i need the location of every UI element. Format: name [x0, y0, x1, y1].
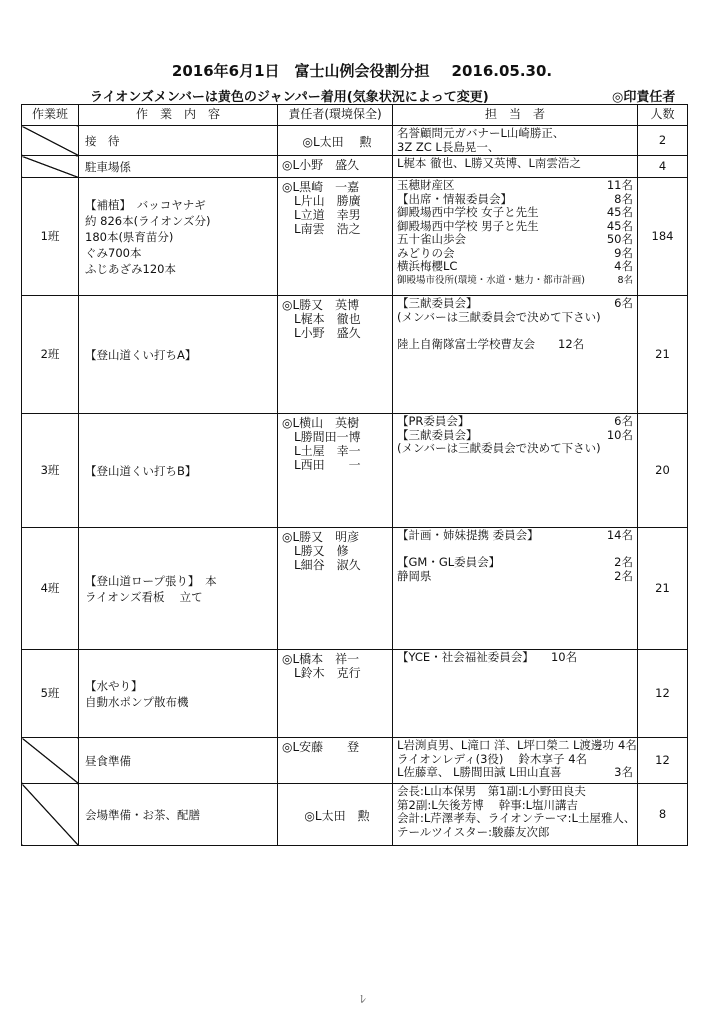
responsible-name: L立道 幸男	[282, 208, 361, 222]
task-line: 【登山道くい打ちA】	[85, 347, 197, 362]
staff-line	[397, 738, 637, 753]
staff-text: 玉穂財産区	[397, 178, 455, 192]
responsible-name: L勝又 修	[282, 544, 349, 558]
responsible-cell	[278, 784, 393, 846]
staff-count: 10名	[606, 427, 633, 442]
staff-cell	[393, 126, 638, 156]
assignment-table	[21, 104, 688, 846]
table-row	[22, 414, 688, 528]
staff-line	[397, 753, 633, 767]
task-cell	[79, 528, 278, 650]
responsible-name: ◎L太田 勲	[304, 808, 370, 823]
task-line: 接 待	[85, 133, 120, 148]
staff-text: 陸上自衛隊富士学校曹友会 12名	[397, 336, 585, 351]
staff-count	[629, 338, 633, 352]
staff-count: 8名	[617, 274, 633, 286]
table-row	[22, 296, 688, 414]
subtitle: ライオンズメンバーは黄色のジャンパー着用(気象状況によって変更)	[90, 90, 489, 105]
count-cell: 20	[638, 414, 688, 528]
staff-text: 3Z ZC L長島晃一、	[397, 139, 500, 154]
staff-line	[397, 543, 633, 557]
staff-line	[397, 274, 633, 288]
staff-count: 2名	[614, 568, 633, 583]
responsible-name: L南雲 浩之	[282, 222, 361, 236]
staff-cell	[393, 784, 638, 846]
responsible-name: L土屋 幸一	[282, 444, 361, 458]
table-row	[22, 650, 688, 738]
staff-line	[397, 651, 633, 665]
task-cell	[79, 296, 278, 414]
staff-line	[397, 799, 633, 813]
staff-text: 御殿場西中学校 男子と先生	[397, 218, 539, 233]
task-line: 【登山道くい打ちB】	[85, 463, 197, 478]
responsible-name: ◎L横山 英樹	[282, 416, 360, 430]
staff-count	[629, 157, 633, 171]
staff-text: L佐藤章、 L勝間田誠 L田山直喜	[397, 765, 562, 779]
responsible-name: ◎L勝又 英博	[282, 298, 360, 312]
staff-line	[397, 529, 633, 543]
staff-count: 3名	[614, 765, 633, 779]
count-cell: 21	[638, 528, 688, 650]
staff-count: 6名	[614, 414, 633, 428]
count-cell: 8	[638, 784, 688, 846]
table-row	[22, 738, 688, 784]
staff-count: 50名	[606, 232, 633, 246]
responsible-name: ◎L黒崎 一嘉	[282, 180, 360, 194]
staff-count	[629, 753, 633, 767]
header-task: 作 業 内 容	[79, 105, 278, 126]
responsible-name: L片山 勝廣	[282, 194, 361, 208]
staff-line	[397, 206, 633, 220]
table-row	[22, 528, 688, 650]
staff-text: 【GM・GL委員会】	[397, 555, 501, 569]
group-cell: 4班	[22, 528, 79, 650]
responsible-name: ◎L安藤 登	[282, 740, 360, 754]
task-line: 【登山道ロープ張り】 本	[85, 573, 217, 588]
responsible-name: L西田 一	[282, 458, 361, 472]
staff-line	[397, 260, 633, 274]
staff-line	[397, 766, 633, 780]
task-line: 約 826本(ライオンズ分)	[85, 213, 211, 228]
staff-text: 静岡県	[397, 568, 432, 583]
staff-line	[397, 826, 633, 840]
staff-count	[635, 812, 639, 826]
staff-count	[629, 324, 633, 338]
header-staff: 担 当 者	[393, 105, 638, 126]
staff-line	[397, 297, 633, 311]
responsible-cell	[278, 296, 393, 414]
staff-text: 御殿場市役所(環境・水道・魅力・都市計画)	[397, 274, 585, 286]
task-line: 自動水ポンプ散布機	[85, 694, 189, 709]
count-cell: 21	[638, 296, 688, 414]
staff-line	[397, 311, 633, 325]
staff-cell	[393, 414, 638, 528]
staff-count: 45名	[606, 205, 633, 219]
staff-text: 【出席・情報委員会】	[397, 191, 512, 206]
staff-cell	[393, 738, 638, 784]
staff-count	[629, 651, 633, 665]
staff-line	[397, 811, 636, 826]
staff-count: 9名	[614, 245, 633, 260]
staff-line	[397, 324, 633, 338]
staff-text: 横浜梅櫻LC	[397, 259, 458, 273]
staff-line	[397, 141, 633, 155]
staff-text: 【三献委員会】	[397, 427, 478, 442]
staff-cell	[393, 178, 638, 296]
task-cell	[79, 156, 278, 178]
staff-line	[397, 247, 633, 261]
responsible-name: ◎L小野 盛久	[282, 158, 360, 172]
responsible-name: L鈴木 克行	[282, 666, 361, 680]
task-line: ぐみ700本	[85, 245, 142, 260]
staff-line	[397, 442, 633, 456]
group-cell: 3班	[22, 414, 79, 528]
task-line: 駐車場係	[85, 159, 131, 174]
count-cell: 12	[638, 738, 688, 784]
staff-text: ライオンレディ(3役) 鈴木享子 4名	[397, 751, 588, 766]
staff-count	[629, 311, 633, 325]
task-cell	[79, 784, 278, 846]
page-title	[0, 60, 724, 81]
staff-text: みどりの会	[397, 245, 455, 260]
staff-text: (メンバーは三献委員会で決めて下さい)	[397, 309, 601, 324]
count-cell: 2	[638, 126, 688, 156]
staff-count	[629, 127, 633, 141]
staff-count: 11名	[606, 178, 633, 192]
staff-line	[397, 179, 633, 193]
group-cell	[22, 156, 79, 178]
staff-line	[397, 570, 633, 584]
responsible-name: ◎L勝又 明彦	[282, 530, 360, 544]
staff-line	[397, 127, 633, 141]
responsible-name: L小野 盛久	[282, 326, 361, 340]
staff-text: 【PR委員会】	[397, 414, 470, 428]
responsible-cell	[278, 178, 393, 296]
staff-count	[629, 141, 633, 155]
group-cell	[22, 784, 79, 846]
task-cell	[79, 414, 278, 528]
count-cell: 184	[638, 178, 688, 296]
responsible-cell	[278, 156, 393, 178]
group-cell: 2班	[22, 296, 79, 414]
staff-text: L梶本 徹也、L勝又英博、L南雲浩之	[397, 156, 581, 170]
staff-count: 4名	[614, 259, 633, 273]
responsible-name: ◎L橋本 祥一	[282, 652, 360, 666]
table-row	[22, 126, 688, 156]
responsible-name: L細谷 淑久	[282, 558, 361, 572]
table-row	[22, 156, 688, 178]
task-line: ライオンズ看板 立て	[85, 589, 203, 604]
responsible-name: ◎L太田 勲	[302, 134, 372, 149]
staff-text: 名誉顧問元ガバナーL山崎勝正、	[397, 126, 565, 140]
staff-count	[629, 799, 633, 813]
staff-line	[397, 157, 633, 171]
page-mark: ﾚ	[360, 992, 367, 1006]
staff-text: 【YCE・社会福祉委員会】 10名	[397, 650, 578, 664]
staff-text: 五十雀山歩会	[397, 232, 466, 246]
staff-line	[397, 556, 633, 570]
responsible-cell	[278, 414, 393, 528]
staff-line	[397, 220, 633, 234]
responsible-name: L勝間田一博	[282, 430, 361, 444]
group-cell: 1班	[22, 178, 79, 296]
table-row	[22, 178, 688, 296]
staff-text: 第2副:L矢後芳博 幹事:L塩川講吉	[397, 797, 579, 812]
staff-text: 会計:L芹澤孝寿、ライオンテーマ:L土屋雅人、	[397, 811, 636, 825]
responsible-cell	[278, 528, 393, 650]
header-group: 作業班	[22, 105, 79, 126]
staff-count: 45名	[606, 218, 633, 233]
header-responsible: 責任者(環境保全)	[278, 105, 393, 126]
staff-cell	[393, 296, 638, 414]
staff-line	[397, 338, 633, 352]
staff-line	[397, 429, 633, 443]
staff-text: テールツイスター:駿藤友次郎	[397, 824, 550, 839]
task-cell	[79, 178, 278, 296]
staff-text: 御殿場西中学校 女子と先生	[397, 205, 539, 219]
staff-text: (メンバーは三献委員会で決めて下さい)	[397, 441, 601, 455]
table-row	[22, 784, 688, 846]
staff-count: 4名	[617, 738, 637, 752]
staff-count: 2名	[614, 555, 633, 569]
staff-count	[629, 543, 633, 557]
staff-count	[629, 785, 633, 799]
staff-text: 会長:L山本保男 第1副:L小野田良夫	[397, 784, 586, 798]
responsible-cell	[278, 738, 393, 784]
task-line: 会場準備・お茶、配膳	[85, 807, 200, 822]
staff-line	[397, 785, 633, 799]
staff-text: 【計画・姉妹提携 委員会】	[397, 528, 539, 542]
staff-line	[397, 415, 633, 429]
staff-count: 8名	[614, 191, 633, 206]
title-date: 2016.05.30.	[451, 62, 553, 80]
group-cell: 5班	[22, 650, 79, 738]
task-cell	[79, 650, 278, 738]
task-cell	[79, 126, 278, 156]
task-line: 【水やり】	[85, 678, 143, 693]
staff-text: L岩渕貞男、L滝口 洋、L坪口榮二 L渡邊功	[397, 738, 614, 752]
responsible-name: L梶本 徹也	[282, 312, 361, 326]
staff-count: 6名	[614, 296, 633, 310]
responsible-cell	[278, 126, 393, 156]
staff-line	[397, 193, 633, 207]
task-line: ふじあざみ120本	[85, 261, 176, 276]
title-text: 2016年6月1日 富士山例会役割分担	[171, 62, 430, 80]
staff-cell	[393, 528, 638, 650]
staff-text: 【三献委員会】	[397, 296, 478, 310]
task-line: 昼食準備	[85, 753, 131, 768]
staff-cell	[393, 156, 638, 178]
staff-count: 14名	[606, 528, 633, 542]
staff-cell	[393, 650, 638, 738]
staff-count	[629, 826, 633, 840]
legend-note: ◎印責任者	[612, 90, 676, 105]
staff-line	[397, 233, 633, 247]
task-line: 180本(県育苗分)	[85, 229, 174, 244]
responsible-cell	[278, 650, 393, 738]
group-cell	[22, 126, 79, 156]
header-count: 人数	[638, 105, 688, 126]
task-line: 【補植】 バッコヤナギ	[85, 197, 206, 212]
task-cell	[79, 738, 278, 784]
staff-count	[629, 442, 633, 456]
group-cell	[22, 738, 79, 784]
count-cell: 4	[638, 156, 688, 178]
count-cell: 12	[638, 650, 688, 738]
table-header-row	[22, 105, 688, 126]
